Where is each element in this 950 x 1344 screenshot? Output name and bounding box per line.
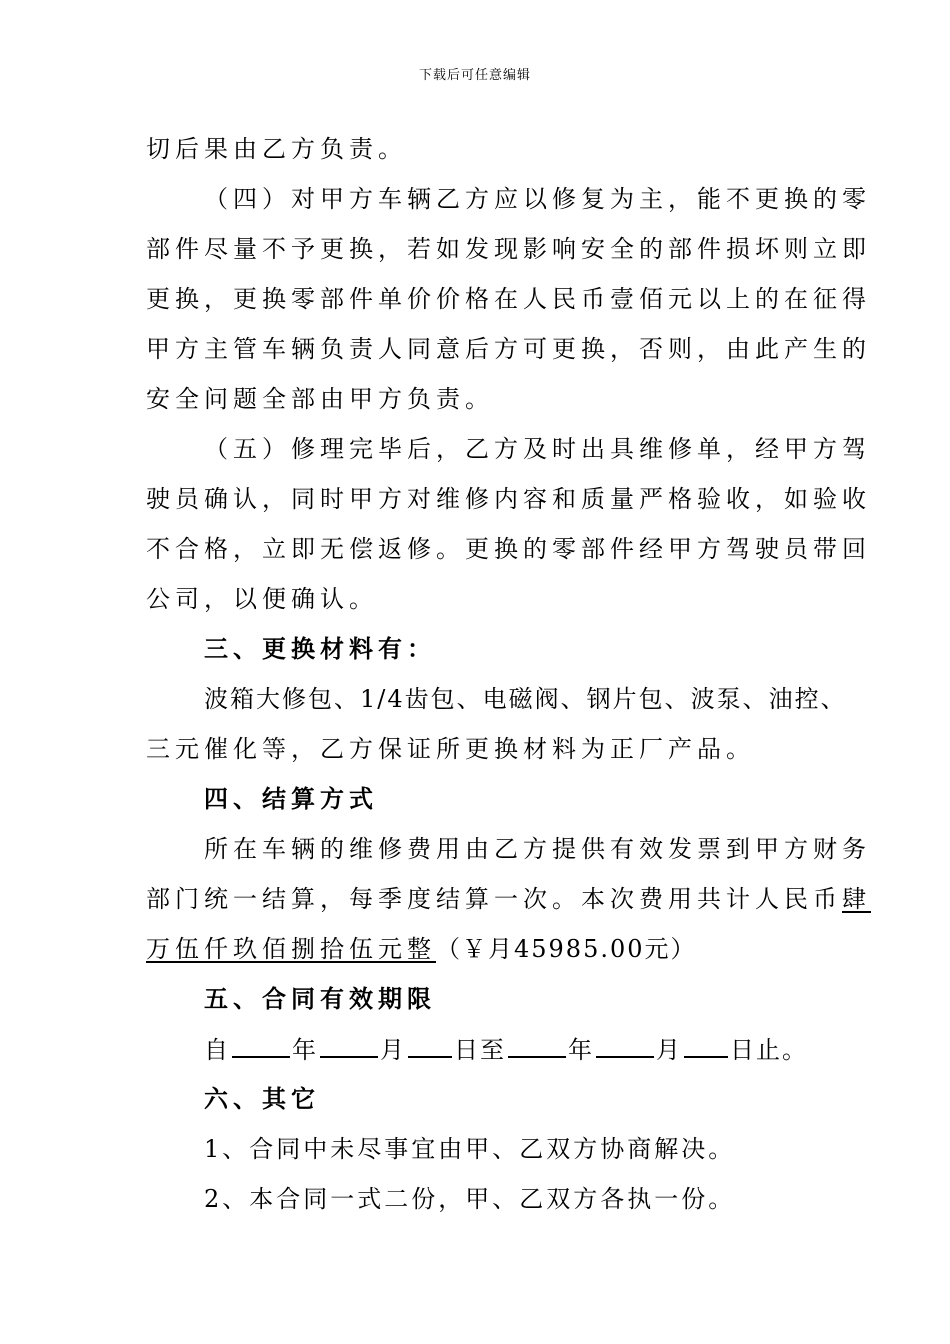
section-heading-term: 五、合同有效期限 bbox=[204, 984, 436, 1013]
paragraph-line: 不合格，立即无偿返修。更换的零部件经甲方驾驶员带回 bbox=[146, 535, 871, 563]
date-text: 自 bbox=[204, 1036, 230, 1064]
date-text: 年 bbox=[292, 1036, 318, 1064]
month-blank-end[interactable] bbox=[596, 1034, 654, 1058]
section-heading-materials: 三、更换材料有： bbox=[204, 634, 436, 663]
paragraph-line: 更换，更换零部件单价价格在人民币壹佰元以上的在征得 bbox=[146, 285, 871, 313]
month-blank-start[interactable] bbox=[320, 1034, 378, 1058]
year-blank-end[interactable] bbox=[508, 1034, 566, 1058]
paragraph-line: 三元催化等，乙方保证所更换材料为正厂产品。 bbox=[146, 735, 755, 763]
day-blank-end[interactable] bbox=[684, 1034, 728, 1058]
paragraph-line: 甲方主管车辆负责人同意后方可更换，否则，由此产生的 bbox=[146, 335, 871, 363]
list-item: 2、本合同一式二份，甲、乙双方各执一份。 bbox=[204, 1185, 736, 1213]
date-text: 月 bbox=[656, 1036, 682, 1064]
date-text: 年 bbox=[568, 1036, 594, 1064]
paragraph-line: 安全问题全部由甲方负责。 bbox=[146, 385, 494, 413]
year-blank-start[interactable] bbox=[232, 1034, 290, 1058]
paragraph-line: 切后果由乙方负责。 bbox=[146, 135, 407, 163]
paragraph-line bbox=[146, 934, 816, 964]
paragraph-line: （五）修理完毕后，乙方及时出具维修单，经甲方驾 bbox=[204, 435, 871, 463]
amount-in-words: 万伍仟玖佰捌拾伍元整 bbox=[146, 935, 436, 963]
amount-in-figures: （￥月45985.00元） bbox=[436, 935, 697, 963]
paragraph-line: 公司，以便确认。 bbox=[146, 585, 378, 613]
paragraph-line: 驶员确认，同时甲方对维修内容和质量严格验收，如验收 bbox=[146, 485, 871, 513]
date-text: 日至 bbox=[454, 1036, 506, 1064]
date-range-line bbox=[204, 1034, 874, 1065]
amount-in-words-start: 肆 bbox=[842, 885, 871, 913]
day-blank-start[interactable] bbox=[408, 1034, 452, 1058]
paragraph-line bbox=[146, 884, 871, 914]
date-text: 月 bbox=[380, 1036, 406, 1064]
paragraph-line: （四）对甲方车辆乙方应以修复为主，能不更换的零 bbox=[204, 185, 871, 213]
paragraph-text: 部门统一结算，每季度结算一次。本次费用共计人民币 bbox=[146, 885, 842, 913]
paragraph-line: 波箱大修包、1/4齿包、电磁阀、钢片包、波泵、油控、 bbox=[204, 685, 847, 713]
paragraph-line: 所在车辆的维修费用由乙方提供有效发票到甲方财务 bbox=[204, 835, 871, 863]
date-text: 日止。 bbox=[730, 1036, 808, 1064]
page-header: 下载后可任意编辑 bbox=[418, 68, 531, 83]
paragraph-line: 部件尽量不予更换，若如发现影响安全的部件损坏则立即 bbox=[146, 235, 871, 263]
section-heading-other: 六、其它 bbox=[204, 1084, 320, 1113]
list-item: 1、合同中未尽事宜由甲、乙双方协商解决。 bbox=[204, 1135, 736, 1163]
section-heading-settlement: 四、结算方式 bbox=[204, 784, 378, 813]
